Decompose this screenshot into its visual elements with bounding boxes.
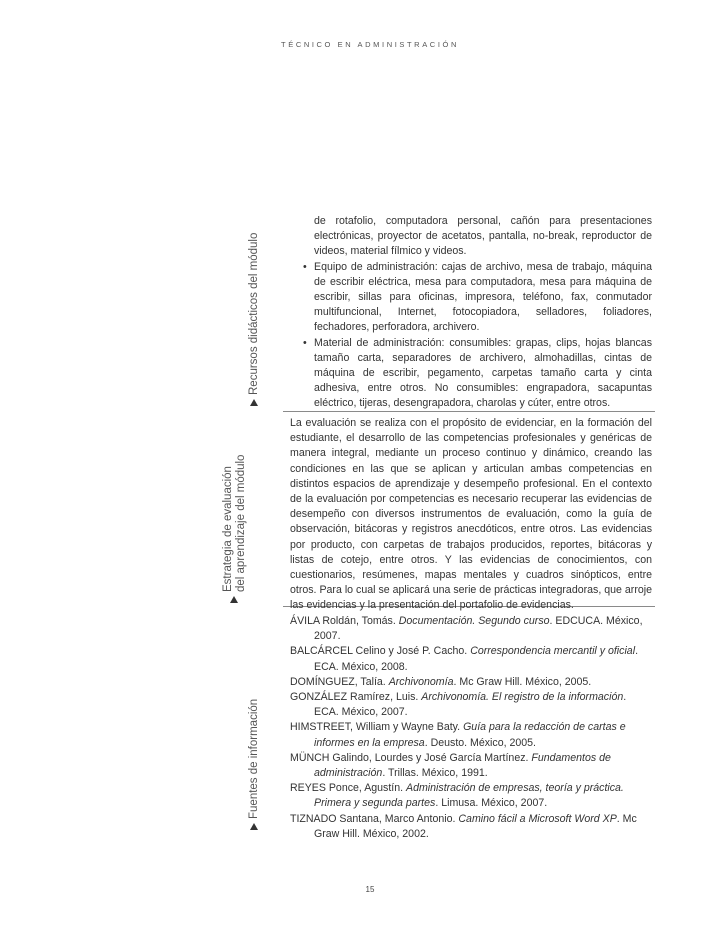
page-number: 15 — [365, 885, 375, 894]
bullet-icon: • — [303, 336, 307, 349]
bibliography-entry: GONZÁLEZ Ramírez, Luis. Archivonomía. El registro de la información. ECA. México, 2007. — [290, 691, 627, 719]
bullet-icon: • — [303, 260, 307, 273]
list-item: • Material de administración: consumibles: grapas, clips, hojas blancas tamaño carta, separadores de archivero, almohadillas, cintas de máquina de escribir, pegamento, carpetas tamaño carta y cinta adhesiva, entre otros. No consumibles: engrapadora, sacapuntas eléctrico, tijeras, desengrapadora, charolas y cúter, entre otros. — [303, 336, 652, 410]
sidebar-estrategia — [222, 418, 278, 603]
sidebar-label-fuentes: Fuentes de información — [248, 698, 260, 819]
bibliography-entry: REYES Ponce, Agustín. Administración de empresas, teoría y práctica. Primera y segunda partes. Limusa. México, 2007. — [290, 782, 624, 810]
recursos-continuation: de rotafolio, computadora personal, cañón para presentaciones electrónicas, proyector de acetatos, pantalla, no-break, reproductor de videos, material fílmico y videos. — [314, 215, 652, 258]
sidebar-label-estrategia-1: Estrategia de evaluación — [222, 466, 234, 592]
triangle-marker-icon — [250, 399, 258, 406]
triangle-marker-icon — [230, 596, 238, 603]
evaluacion-paragraph: La evaluación se realiza con el propósito de evidenciar, en la formación del estudiante, el desarrollo de las competencias profesionales y genéricas de manera integral, mediante un proceso continuo y dinámico, creando las condiciones en las que se aplican y articulan ambas competencias en distintos espacios de aprendizaje y desempeño profesional. En el contexto de la evaluación por competencias es necesario recuperar las evidencias de desempeño con diversos instrumentos de evaluación, como la guía de observación, bitácoras y registros anecdóticos, entre otros. Las evidencias por producto, con carpetas de trabajos producidos, reportes, bitácoras y listas de cotejo, entre otros. Y las evidencias de conocimientos, con cuestionarios, resúmenes, mapas mentales y cuadros sinópticos, entre otros. Para lo cual se aplicará una serie de prácticas integradoras, que arroje las evidencias y la presentación del portafolio de evidencias. — [290, 417, 652, 612]
recursos-section — [290, 214, 652, 412]
sidebar-label-recursos: Recursos didácticos del módulo — [248, 232, 260, 395]
sidebar-recursos — [244, 210, 278, 406]
bibliography-entry: MÜNCH Galindo, Lourdes y José García Martínez. Fundamentos de administración. Trillas. México, 1991. — [290, 751, 611, 780]
bibliography-entry: HIMSTREET, William y Wayne Baty. Guía para la redacción de cartas e informes en la empresa. Deusto. México, 2005. — [290, 721, 626, 749]
bibliography-entry: DOMÍNGUEZ, Talía. Archivonomía. Mc Graw Hill. México, 2005. — [290, 675, 592, 688]
list-item: • Equipo de administración: cajas de archivo, mesa de trabajo, máquina de escribir eléctrica, mesa para computadora, mesa para máquina de escribir, sillas para oficinas, impresora, teléfono, fax, conmutador multifuncional, Internet, fotocopiadora, selladores, foliadores, fechadores, perforadora, archivero. — [303, 260, 652, 334]
bibliography — [290, 614, 652, 842]
bibliography-entry: BALCÁRCEL Celino y José P. Cacho. Correspondencia mercantil y oficial. ECA. México, 2008. — [290, 645, 639, 673]
bibliography-entry: TIZNADO Santana, Marco Antonio. Camino fácil a Microsoft Word XP. Mc Graw Hill. México, 2002. — [290, 812, 637, 840]
bibliography-entry: ÁVILA Roldán, Tomás. Documentación. Segundo curso. EDCUCA. México, 2007. — [290, 615, 643, 643]
sidebar-label-estrategia-2: del aprendizaje del módulo — [235, 454, 247, 592]
triangle-marker-icon — [250, 823, 258, 830]
running-header: TÉCNICO EN ADMINISTRACIÓN — [281, 40, 459, 49]
sidebar-fuentes — [244, 614, 278, 830]
